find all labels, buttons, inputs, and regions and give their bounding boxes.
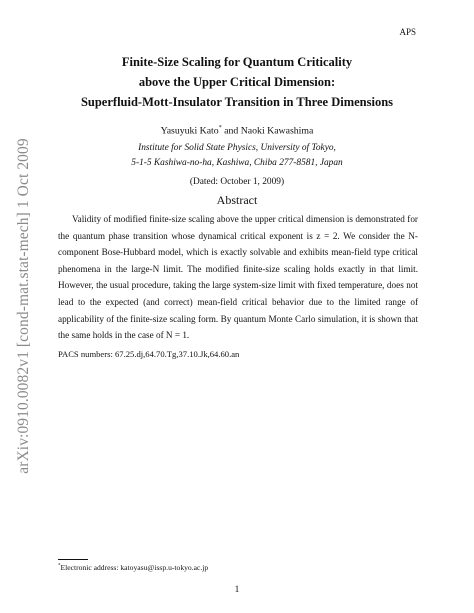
title-line-1: Finite-Size Scaling for Quantum Criticality <box>121 55 353 69</box>
date-line: (Dated: October 1, 2009) <box>189 177 285 187</box>
footnote-divider <box>58 559 88 560</box>
author-list <box>0 125 474 136</box>
arxiv-identifier-stamp: arXiv:0910.0082v1 [cond-mat.stat-mech] 1 Oct 2009 <box>15 138 32 474</box>
pacs-numbers: PACS numbers: 67.25.dj,64.70.Tg,37.10.Jk,64.60.an <box>58 349 240 359</box>
journal-tag: APS <box>399 27 416 37</box>
abstract-heading: Abstract <box>216 193 258 207</box>
page-number: 1 <box>234 585 240 595</box>
author-name-2: Naoki Kawashima <box>240 125 314 137</box>
author-footnote-marker: * <box>218 125 222 131</box>
footnote-text: Electronic address: katoyasu@issp.u-tokyo.ac.jp <box>60 563 209 572</box>
footnote <box>58 563 208 572</box>
footnote-marker: * <box>58 563 61 569</box>
affiliation-line-2: 5-1-5 Kashiwa-no-ha, Kashiwa, Chiba 277-8581, Japan <box>131 158 343 168</box>
author-connector: and <box>221 125 241 137</box>
author-name-1: Yasuyuki Kato <box>160 125 219 137</box>
title-line-2: above the Upper Critical Dimension: <box>138 75 336 89</box>
abstract-text: Validity of modified finite-size scaling above the upper critical dimension is demonstrated for the quantum phase transition whose dynamical critical exponent is z = 2. We consider the N-component Bose-Hubbard model, which is exactly solvable and exhibits mean-field type critical phenomena in the large-N limit. The modified finite-size scaling holds exactly in that limit. However, the usual procedure, taking the large system-size limit with fixed temperature, does not lead to the expected (and correct) mean-field critical behavior due to the limited range of applicability of the finite-size scaling form. By quantum Monte Carlo simulation, it is shown that the same holds in the case of N = 1. <box>58 214 418 341</box>
title-line-3: Superfluid-Mott-Insulator Transition in Three Dimensions <box>80 95 394 109</box>
affiliation-line-1: Institute for Solid State Physics, University of Tokyo, <box>138 143 336 153</box>
